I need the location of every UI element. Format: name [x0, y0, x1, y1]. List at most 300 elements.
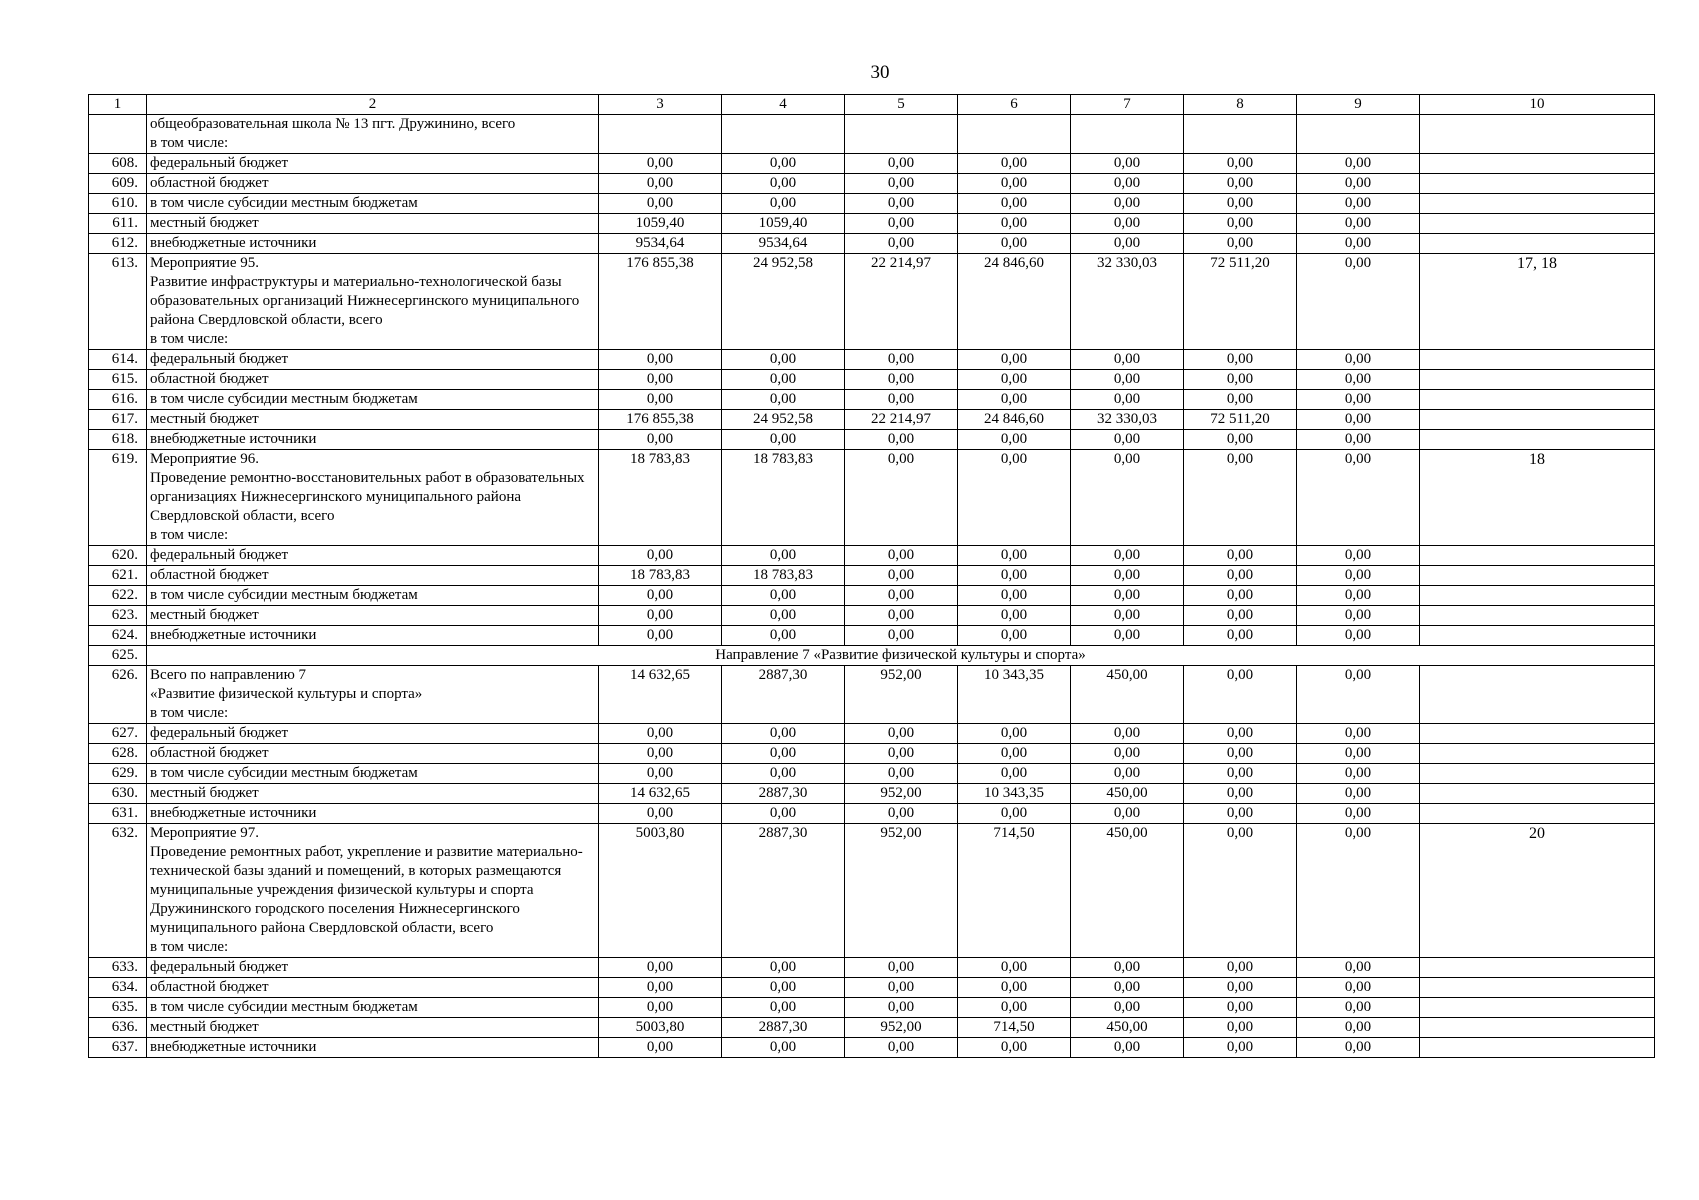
note-cell: [1420, 998, 1655, 1018]
value-cell-col-8: 0,00: [1184, 370, 1297, 390]
value-cell-col-4: 0,00: [722, 744, 845, 764]
value-cell-col-6: 0,00: [958, 606, 1071, 626]
value-cell-col-5: 0,00: [845, 214, 958, 234]
value-cell-col-7: [1071, 115, 1184, 154]
value-cell-col-3: 0,00: [599, 1038, 722, 1058]
note-cell: 18: [1420, 450, 1655, 546]
value-cell-col-8: 0,00: [1184, 958, 1297, 978]
note-cell: [1420, 174, 1655, 194]
note-cell: [1420, 194, 1655, 214]
value-cell-col-7: 450,00: [1071, 1018, 1184, 1038]
value-cell-col-4: 0,00: [722, 978, 845, 998]
row-label: Мероприятие 95. Развитие инфраструктуры и материально-технологической базы образовательных организаций Нижнесергинского муниципального района Свердловской области, всего в том числе:: [147, 254, 599, 350]
value-cell-col-5: 952,00: [845, 666, 958, 724]
table-row: [89, 566, 1655, 586]
value-cell-col-4: 0,00: [722, 174, 845, 194]
value-cell-col-7: 0,00: [1071, 998, 1184, 1018]
value-cell-col-4: 1059,40: [722, 214, 845, 234]
table-row: [89, 450, 1655, 546]
note-cell: [1420, 784, 1655, 804]
value-cell-col-3: 18 783,83: [599, 566, 722, 586]
note-cell: [1420, 764, 1655, 784]
row-label: внебюджетные источники: [147, 430, 599, 450]
value-cell-col-5: 952,00: [845, 1018, 958, 1038]
value-cell-col-3: 0,00: [599, 764, 722, 784]
value-cell-col-6: 0,00: [958, 546, 1071, 566]
value-cell-col-5: 0,00: [845, 958, 958, 978]
value-cell-col-9: 0,00: [1297, 1018, 1420, 1038]
value-cell-col-9: 0,00: [1297, 724, 1420, 744]
value-cell-col-4: 0,00: [722, 724, 845, 744]
value-cell-col-4: 0,00: [722, 606, 845, 626]
value-cell-col-4: 24 952,58: [722, 254, 845, 350]
row-number: 616.: [89, 390, 147, 410]
value-cell-col-8: 0,00: [1184, 390, 1297, 410]
value-cell-col-5: 0,00: [845, 586, 958, 606]
row-label: местный бюджет: [147, 606, 599, 626]
row-number: 634.: [89, 978, 147, 998]
header-cell: 10: [1420, 95, 1655, 115]
note-cell: [1420, 958, 1655, 978]
table-row: [89, 804, 1655, 824]
value-cell-col-3: 0,00: [599, 606, 722, 626]
table-row: [89, 784, 1655, 804]
value-cell-col-3: 14 632,65: [599, 666, 722, 724]
value-cell-col-4: 0,00: [722, 764, 845, 784]
note-cell: [1420, 606, 1655, 626]
value-cell-col-6: 0,00: [958, 174, 1071, 194]
value-cell-col-3: 0,00: [599, 744, 722, 764]
value-cell-col-6: 0,00: [958, 804, 1071, 824]
value-cell-col-3: 0,00: [599, 998, 722, 1018]
note-cell: 20: [1420, 824, 1655, 958]
table-row: [89, 154, 1655, 174]
row-label: Мероприятие 97. Проведение ремонтных работ, укрепление и развитие материально-технической базы зданий и помещений, в которых размещаются муниципальные учреждения физической культуры и спорта Дружининского городского поселения Нижнесергинского муниципального района Свердловской области, всего в том числе:: [147, 824, 599, 958]
row-label: федеральный бюджет: [147, 724, 599, 744]
budget-table: [88, 94, 1655, 1058]
value-cell-col-9: 0,00: [1297, 370, 1420, 390]
value-cell-col-7: 0,00: [1071, 586, 1184, 606]
value-cell-col-3: 14 632,65: [599, 784, 722, 804]
value-cell-col-5: 0,00: [845, 390, 958, 410]
value-cell-col-9: 0,00: [1297, 390, 1420, 410]
value-cell-col-4: 0,00: [722, 1038, 845, 1058]
value-cell-col-4: 2887,30: [722, 666, 845, 724]
header-cell: 4: [722, 95, 845, 115]
row-label: федеральный бюджет: [147, 154, 599, 174]
row-label: общеобразовательная школа № 13 пгт. Дружинино, всего в том числе:: [147, 115, 599, 154]
row-label: федеральный бюджет: [147, 350, 599, 370]
value-cell-col-8: 0,00: [1184, 606, 1297, 626]
value-cell-col-7: 0,00: [1071, 370, 1184, 390]
value-cell-col-7: 32 330,03: [1071, 254, 1184, 350]
note-cell: [1420, 115, 1655, 154]
note-cell: [1420, 410, 1655, 430]
page-number: 30: [870, 62, 890, 83]
value-cell-col-9: 0,00: [1297, 606, 1420, 626]
note-cell: [1420, 804, 1655, 824]
value-cell-col-4: 0,00: [722, 430, 845, 450]
value-cell-col-5: 0,00: [845, 978, 958, 998]
value-cell-col-9: 0,00: [1297, 154, 1420, 174]
header-cell: 7: [1071, 95, 1184, 115]
table-row: [89, 724, 1655, 744]
note-cell: [1420, 566, 1655, 586]
row-label: в том числе субсидии местным бюджетам: [147, 586, 599, 606]
value-cell-col-6: 0,00: [958, 450, 1071, 546]
header-cell: 8: [1184, 95, 1297, 115]
value-cell-col-9: 0,00: [1297, 784, 1420, 804]
value-cell-col-4: 9534,64: [722, 234, 845, 254]
value-cell-col-6: 0,00: [958, 764, 1071, 784]
value-cell-col-5: 0,00: [845, 804, 958, 824]
value-cell-col-9: 0,00: [1297, 764, 1420, 784]
row-label: областной бюджет: [147, 978, 599, 998]
value-cell-col-7: 0,00: [1071, 1038, 1184, 1058]
table-row: [89, 115, 1655, 154]
value-cell-col-7: 0,00: [1071, 234, 1184, 254]
value-cell-col-8: 0,00: [1184, 764, 1297, 784]
value-cell-col-5: 952,00: [845, 784, 958, 804]
row-number: 620.: [89, 546, 147, 566]
value-cell-col-9: 0,00: [1297, 450, 1420, 546]
value-cell-col-6: 0,00: [958, 390, 1071, 410]
value-cell-col-5: 0,00: [845, 430, 958, 450]
table-row: [89, 1018, 1655, 1038]
row-label: федеральный бюджет: [147, 546, 599, 566]
note-cell: [1420, 370, 1655, 390]
value-cell-col-3: 176 855,38: [599, 254, 722, 350]
row-number: 623.: [89, 606, 147, 626]
value-cell-col-6: 0,00: [958, 214, 1071, 234]
table-row: [89, 350, 1655, 370]
table-row: [89, 174, 1655, 194]
value-cell-col-6: 0,00: [958, 626, 1071, 646]
value-cell-col-8: 0,00: [1184, 450, 1297, 546]
value-cell-col-4: 0,00: [722, 586, 845, 606]
note-cell: [1420, 546, 1655, 566]
value-cell-col-4: 0,00: [722, 804, 845, 824]
value-cell-col-6: 24 846,60: [958, 410, 1071, 430]
value-cell-col-5: 0,00: [845, 744, 958, 764]
value-cell-col-6: 0,00: [958, 430, 1071, 450]
value-cell-col-6: 24 846,60: [958, 254, 1071, 350]
value-cell-col-5: 0,00: [845, 370, 958, 390]
row-number: 613.: [89, 254, 147, 350]
value-cell-col-3: 0,00: [599, 154, 722, 174]
value-cell-col-9: 0,00: [1297, 744, 1420, 764]
value-cell-col-7: 450,00: [1071, 824, 1184, 958]
row-number: 609.: [89, 174, 147, 194]
value-cell-col-5: 0,00: [845, 626, 958, 646]
value-cell-col-9: 0,00: [1297, 1038, 1420, 1058]
value-cell-col-9: 0,00: [1297, 626, 1420, 646]
row-label: местный бюджет: [147, 784, 599, 804]
value-cell-col-8: 0,00: [1184, 234, 1297, 254]
value-cell-col-9: 0,00: [1297, 546, 1420, 566]
value-cell-col-3: 0,00: [599, 174, 722, 194]
row-number: 621.: [89, 566, 147, 586]
value-cell-col-8: 0,00: [1184, 566, 1297, 586]
value-cell-col-6: 0,00: [958, 978, 1071, 998]
note-cell: [1420, 1038, 1655, 1058]
value-cell-col-3: 0,00: [599, 804, 722, 824]
value-cell-col-7: 0,00: [1071, 978, 1184, 998]
row-number: [89, 115, 147, 154]
value-cell-col-9: 0,00: [1297, 214, 1420, 234]
table-body: [89, 115, 1655, 1058]
value-cell-col-6: 0,00: [958, 194, 1071, 214]
row-label: местный бюджет: [147, 214, 599, 234]
header-cell: 2: [147, 95, 599, 115]
table-row: [89, 666, 1655, 724]
row-number: 636.: [89, 1018, 147, 1038]
row-number: 633.: [89, 958, 147, 978]
value-cell-col-6: 0,00: [958, 586, 1071, 606]
value-cell-col-9: 0,00: [1297, 824, 1420, 958]
value-cell-col-4: 0,00: [722, 998, 845, 1018]
section-title: Направление 7 «Развитие физической культуры и спорта»: [147, 646, 1655, 666]
table-row: [89, 744, 1655, 764]
table-row: [89, 390, 1655, 410]
row-number: 637.: [89, 1038, 147, 1058]
value-cell-col-6: 0,00: [958, 744, 1071, 764]
row-label: в том числе субсидии местным бюджетам: [147, 194, 599, 214]
header-cell: 1: [89, 95, 147, 115]
value-cell-col-3: [599, 115, 722, 154]
value-cell-col-7: 0,00: [1071, 606, 1184, 626]
row-label: федеральный бюджет: [147, 958, 599, 978]
row-label: в том числе субсидии местным бюджетам: [147, 764, 599, 784]
value-cell-col-8: 0,00: [1184, 978, 1297, 998]
value-cell-col-9: 0,00: [1297, 410, 1420, 430]
value-cell-col-8: 0,00: [1184, 586, 1297, 606]
value-cell-col-3: 0,00: [599, 350, 722, 370]
value-cell-col-7: 0,00: [1071, 764, 1184, 784]
value-cell-col-7: 32 330,03: [1071, 410, 1184, 430]
row-label: внебюджетные источники: [147, 234, 599, 254]
value-cell-col-3: 176 855,38: [599, 410, 722, 430]
row-number: 622.: [89, 586, 147, 606]
row-number: 628.: [89, 744, 147, 764]
header-cell: 9: [1297, 95, 1420, 115]
value-cell-col-5: 952,00: [845, 824, 958, 958]
note-cell: [1420, 978, 1655, 998]
value-cell-col-5: 0,00: [845, 450, 958, 546]
value-cell-col-3: 0,00: [599, 370, 722, 390]
table-row: [89, 370, 1655, 390]
note-cell: [1420, 666, 1655, 724]
note-cell: [1420, 744, 1655, 764]
value-cell-col-5: 0,00: [845, 350, 958, 370]
value-cell-col-8: 0,00: [1184, 666, 1297, 724]
row-label: Мероприятие 96. Проведение ремонтно-восстановительных работ в образовательных организациях Нижнесергинского муниципального района Свердловской области, всего в том числе:: [147, 450, 599, 546]
note-cell: [1420, 430, 1655, 450]
value-cell-col-6: 0,00: [958, 724, 1071, 744]
value-cell-col-4: 0,00: [722, 626, 845, 646]
value-cell-col-6: 0,00: [958, 566, 1071, 586]
section-row: [89, 646, 1655, 666]
table-row: [89, 234, 1655, 254]
value-cell-col-8: [1184, 115, 1297, 154]
row-label: в том числе субсидии местным бюджетам: [147, 998, 599, 1018]
row-number: 610.: [89, 194, 147, 214]
value-cell-col-3: 0,00: [599, 626, 722, 646]
row-number: 630.: [89, 784, 147, 804]
table-row: [89, 764, 1655, 784]
value-cell-col-9: 0,00: [1297, 586, 1420, 606]
value-cell-col-3: 9534,64: [599, 234, 722, 254]
value-cell-col-6: 0,00: [958, 370, 1071, 390]
table-row: [89, 430, 1655, 450]
table-row: [89, 410, 1655, 430]
row-number: 614.: [89, 350, 147, 370]
value-cell-col-7: 0,00: [1071, 724, 1184, 744]
value-cell-col-6: 0,00: [958, 234, 1071, 254]
table-row: [89, 824, 1655, 958]
value-cell-col-6: 10 343,35: [958, 784, 1071, 804]
value-cell-col-5: 22 214,97: [845, 254, 958, 350]
note-cell: [1420, 234, 1655, 254]
value-cell-col-8: 0,00: [1184, 350, 1297, 370]
value-cell-col-5: 22 214,97: [845, 410, 958, 430]
value-cell-col-7: 0,00: [1071, 214, 1184, 234]
note-cell: [1420, 1018, 1655, 1038]
value-cell-col-3: 18 783,83: [599, 450, 722, 546]
value-cell-col-7: 0,00: [1071, 430, 1184, 450]
row-number: 627.: [89, 724, 147, 744]
row-number: 625.: [89, 646, 147, 666]
value-cell-col-9: 0,00: [1297, 804, 1420, 824]
row-number: 617.: [89, 410, 147, 430]
value-cell-col-9: 0,00: [1297, 666, 1420, 724]
row-label: внебюджетные источники: [147, 804, 599, 824]
row-label: в том числе субсидии местным бюджетам: [147, 390, 599, 410]
row-label: внебюджетные источники: [147, 1038, 599, 1058]
table-row: [89, 958, 1655, 978]
value-cell-col-5: 0,00: [845, 724, 958, 744]
note-cell: [1420, 350, 1655, 370]
value-cell-col-8: 72 511,20: [1184, 254, 1297, 350]
table-row: [89, 1038, 1655, 1058]
value-cell-col-6: 0,00: [958, 154, 1071, 174]
value-cell-col-4: 2887,30: [722, 1018, 845, 1038]
value-cell-col-5: 0,00: [845, 764, 958, 784]
value-cell-col-8: 0,00: [1184, 194, 1297, 214]
value-cell-col-3: 0,00: [599, 978, 722, 998]
value-cell-col-3: 0,00: [599, 546, 722, 566]
value-cell-col-7: 450,00: [1071, 784, 1184, 804]
note-cell: [1420, 154, 1655, 174]
value-cell-col-7: 0,00: [1071, 154, 1184, 174]
row-label: Всего по направлению 7 «Развитие физической культуры и спорта» в том числе:: [147, 666, 599, 724]
table-row: [89, 626, 1655, 646]
value-cell-col-8: 0,00: [1184, 1018, 1297, 1038]
value-cell-col-3: 0,00: [599, 724, 722, 744]
row-label: областной бюджет: [147, 744, 599, 764]
value-cell-col-8: 0,00: [1184, 154, 1297, 174]
value-cell-col-3: 0,00: [599, 430, 722, 450]
value-cell-col-9: 0,00: [1297, 234, 1420, 254]
note-cell: [1420, 626, 1655, 646]
value-cell-col-4: 0,00: [722, 546, 845, 566]
row-label: местный бюджет: [147, 1018, 599, 1038]
value-cell-col-9: 0,00: [1297, 430, 1420, 450]
value-cell-col-4: 2887,30: [722, 824, 845, 958]
note-cell: [1420, 214, 1655, 234]
table-row: [89, 998, 1655, 1018]
value-cell-col-8: 0,00: [1184, 998, 1297, 1018]
row-label: местный бюджет: [147, 410, 599, 430]
value-cell-col-6: 714,50: [958, 824, 1071, 958]
value-cell-col-8: 72 511,20: [1184, 410, 1297, 430]
row-number: 631.: [89, 804, 147, 824]
note-cell: [1420, 390, 1655, 410]
value-cell-col-9: 0,00: [1297, 194, 1420, 214]
header-cell: 6: [958, 95, 1071, 115]
value-cell-col-3: 5003,80: [599, 1018, 722, 1038]
value-cell-col-8: 0,00: [1184, 174, 1297, 194]
value-cell-col-3: 0,00: [599, 390, 722, 410]
header-cell: 3: [599, 95, 722, 115]
value-cell-col-7: 0,00: [1071, 450, 1184, 546]
value-cell-col-9: 0,00: [1297, 998, 1420, 1018]
value-cell-col-7: 0,00: [1071, 804, 1184, 824]
row-number: 629.: [89, 764, 147, 784]
value-cell-col-5: 0,00: [845, 566, 958, 586]
value-cell-col-8: 0,00: [1184, 744, 1297, 764]
note-cell: [1420, 586, 1655, 606]
value-cell-col-8: 0,00: [1184, 1038, 1297, 1058]
value-cell-col-9: [1297, 115, 1420, 154]
value-cell-col-9: 0,00: [1297, 174, 1420, 194]
value-cell-col-5: 0,00: [845, 606, 958, 626]
value-cell-col-4: 0,00: [722, 370, 845, 390]
row-number: 632.: [89, 824, 147, 958]
value-cell-col-5: 0,00: [845, 1038, 958, 1058]
header-cell: 5: [845, 95, 958, 115]
value-cell-col-7: 0,00: [1071, 744, 1184, 764]
value-cell-col-8: 0,00: [1184, 546, 1297, 566]
row-number: 615.: [89, 370, 147, 390]
value-cell-col-5: 0,00: [845, 174, 958, 194]
table-row: [89, 194, 1655, 214]
value-cell-col-7: 0,00: [1071, 626, 1184, 646]
value-cell-col-5: 0,00: [845, 546, 958, 566]
value-cell-col-6: 0,00: [958, 350, 1071, 370]
table-row: [89, 214, 1655, 234]
row-number: 608.: [89, 154, 147, 174]
value-cell-col-8: 0,00: [1184, 214, 1297, 234]
row-number: 619.: [89, 450, 147, 546]
header-row: [89, 95, 1655, 115]
value-cell-col-9: 0,00: [1297, 958, 1420, 978]
row-number: 612.: [89, 234, 147, 254]
value-cell-col-4: [722, 115, 845, 154]
value-cell-col-3: 0,00: [599, 958, 722, 978]
value-cell-col-5: 0,00: [845, 194, 958, 214]
row-label: внебюджетные источники: [147, 626, 599, 646]
row-label: областной бюджет: [147, 174, 599, 194]
value-cell-col-7: 0,00: [1071, 174, 1184, 194]
value-cell-col-3: 0,00: [599, 586, 722, 606]
value-cell-col-8: 0,00: [1184, 824, 1297, 958]
value-cell-col-4: 0,00: [722, 390, 845, 410]
value-cell-col-4: 24 952,58: [722, 410, 845, 430]
table-row: [89, 254, 1655, 350]
value-cell-col-4: 2887,30: [722, 784, 845, 804]
value-cell-col-6: 0,00: [958, 1038, 1071, 1058]
